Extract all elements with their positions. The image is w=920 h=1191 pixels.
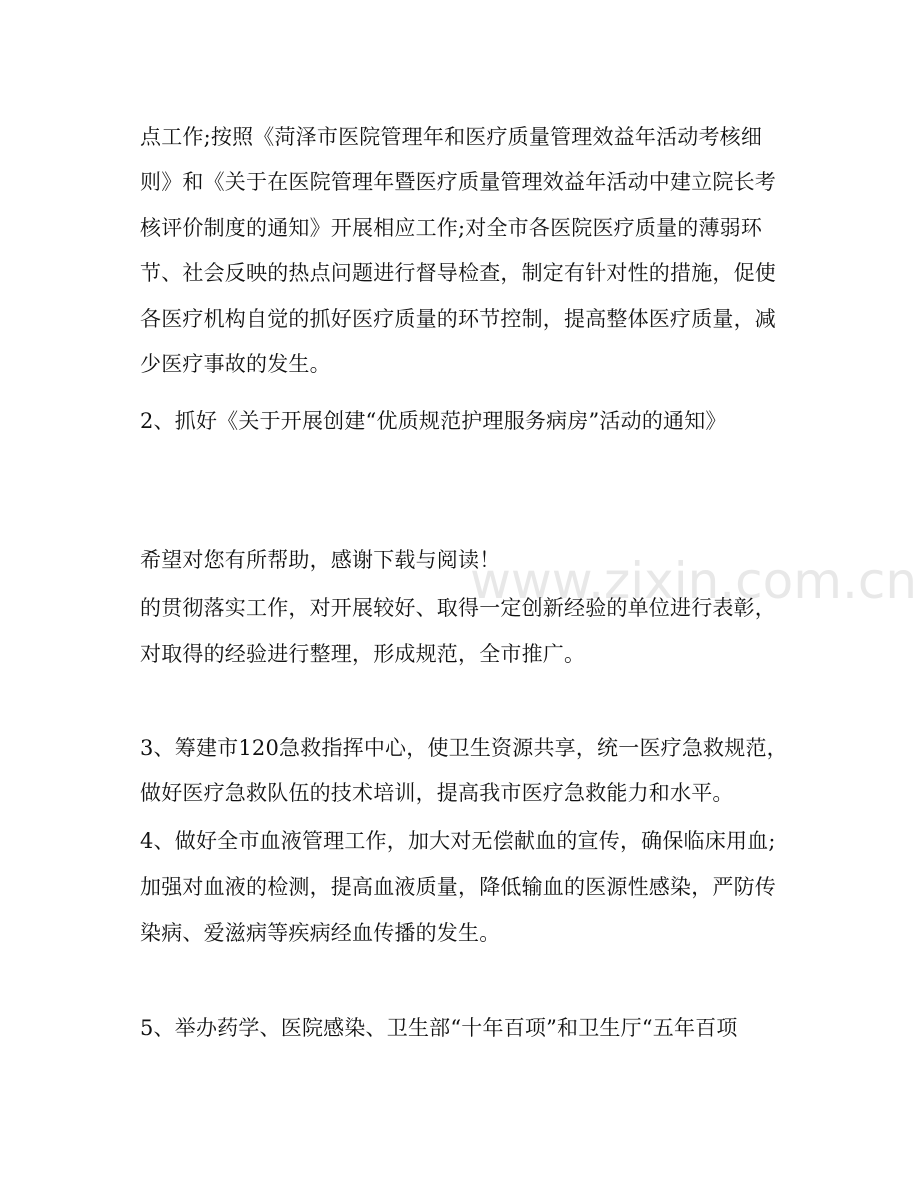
text-line: 点工作;按照《菏泽市医院管理年和医疗质量管理效益年活动考核细 bbox=[140, 125, 763, 149]
text-line: 4、做好全市血液管理工作，加大对无偿献血的宣传，确保临床用血; bbox=[140, 829, 776, 853]
text-line: 做好医疗急救队伍的技术培训，提高我市医疗急救能力和水平。 bbox=[140, 781, 734, 805]
text-line: 希望对您有所帮助，感谢下载与阅读！ bbox=[140, 548, 501, 572]
text-line: 对取得的经验进行整理，形成规范，全市推广。 bbox=[140, 642, 586, 666]
text-line: 染病、爱滋病等疾病经血传播的发生。 bbox=[140, 921, 501, 945]
watermark: www.zixin.com.cn bbox=[470, 552, 918, 610]
text-line: 2、抓好《关于开展创建“优质规范护理服务病房”活动的通知》 bbox=[140, 409, 727, 433]
text-line: 各医疗机构自觉的抓好医疗质量的环节控制，提高整体医疗质量，减 bbox=[140, 307, 776, 331]
text-line: 核评价制度的通知》开展相应工作;对全市各医院医疗质量的薄弱环 bbox=[140, 216, 763, 240]
text-line: 加强对血液的检测，提高血液质量，降低输血的医源性感染，严防传 bbox=[140, 875, 776, 899]
text-line: 少医疗事故的发生。 bbox=[140, 352, 331, 376]
text-line: 的贯彻落实工作，对开展较好、取得一定创新经验的单位进行表彰， bbox=[140, 596, 776, 620]
text-line: 5、举办药学、医院感染、卫生部“十年百项”和卫生厅“五年百项 bbox=[140, 1016, 738, 1040]
text-line: 则》和《关于在医院管理年暨医疗质量管理效益年活动中建立院长考 bbox=[140, 170, 776, 194]
text-line: 3、筹建市120急救指挥中心，使卫生资源共享，统一医疗急救规范， bbox=[140, 736, 788, 760]
text-line: 节、社会反映的热点问题进行督导检查，制定有针对性的措施，促使 bbox=[140, 261, 776, 285]
